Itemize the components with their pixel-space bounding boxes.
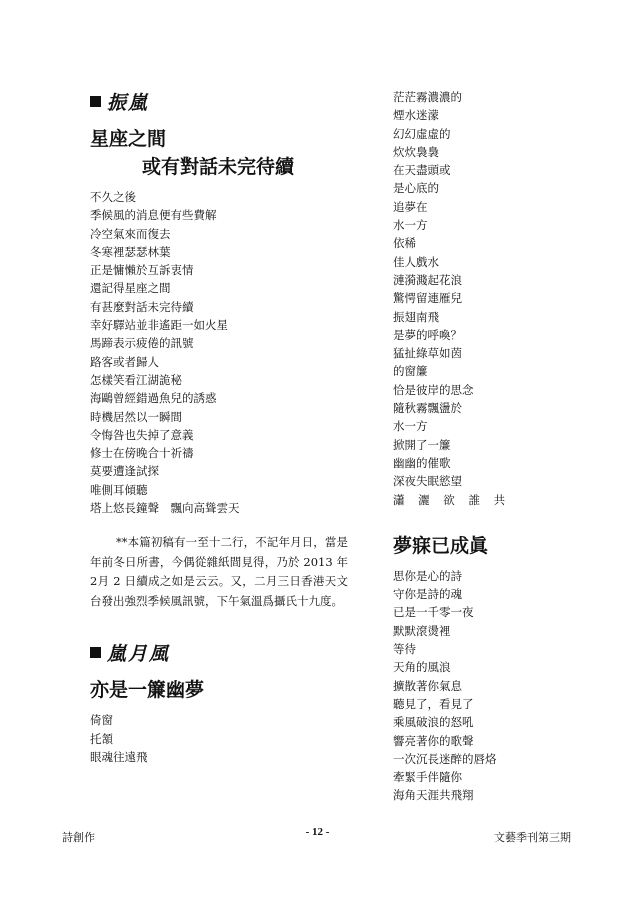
poem-line: 怎樣笑看江湖詭秘	[90, 372, 182, 387]
poem-line: 幻幻虛虛的	[393, 126, 451, 141]
poem-line: 不久之後	[90, 190, 136, 204]
poem-line: 響亮著你的歌聲	[393, 733, 474, 748]
right-column	[393, 88, 583, 805]
poem-line: 默默滾燙裡	[393, 623, 451, 638]
poem-line: 恰是彼岸的思念	[393, 382, 474, 397]
poem-line: 馬蹄表示疲倦的訊號	[90, 336, 194, 351]
poem-line: 佳人戲水	[393, 254, 439, 269]
poem-line: 是心底的	[393, 181, 439, 196]
poem-line: 已是一千零一夜	[393, 605, 474, 620]
bullet-square-icon	[90, 647, 101, 658]
poem-body	[90, 188, 348, 517]
poem-line: 眼魂往遠飛	[90, 749, 148, 764]
poem-line: 依稀	[393, 236, 416, 251]
poem-line: 驚愕留連雁兒	[393, 291, 462, 306]
footer-publication-title: 文藝季刊第三期	[494, 831, 571, 844]
poem-line: 瀟 灑 欲 誰 共	[393, 492, 511, 507]
poem-line: 還記得星座之間	[90, 281, 171, 296]
poem-line: 時機居然以一瞬間	[90, 409, 182, 424]
poem-line: 修士在傍晚合十祈禱	[90, 446, 194, 461]
poem-line: 水一方	[393, 419, 428, 434]
poem-line: 天角的風浪	[393, 660, 451, 675]
poem-last-line-wrap	[393, 491, 583, 509]
poem-line: 令悔咎也失掉了意義	[90, 427, 194, 442]
poem-line: 冷空氣來而復去	[90, 226, 171, 241]
poem-line: 在天盡頭或	[393, 163, 451, 178]
poem-line: 是夢的呼喚？	[393, 327, 462, 342]
poem-line: 倚窗	[90, 713, 113, 728]
poem-subtitle: 或有對話未完待續	[142, 156, 295, 178]
poem-body-continued	[393, 88, 583, 491]
poem-line: 一次沉長迷醉的唇烙	[393, 751, 497, 766]
poem-title: 亦是一簾幽夢	[90, 679, 205, 702]
poem-line: 正是慵懶於互訴衷情	[90, 263, 194, 278]
section-header-2	[90, 639, 348, 665]
section-author-name: 振嵐	[107, 91, 150, 114]
bullet-square-icon	[90, 96, 101, 107]
poem-line: 振翅南飛	[393, 309, 439, 324]
poem-line: 掀開了一簾	[393, 437, 451, 452]
poem-line: 季候風的消息便有些費解	[90, 208, 217, 223]
author-note: **本篇初稿有一至十二行，不記年月日，當是年前冬日所書，今偶從雜紙間見得，乃於 2013 年2月 2 日續成之如是云云。又，二月三日香港天文台發出強烈季候風訊號，下午氣溫爲攝氏十九度。	[90, 535, 348, 608]
poem-line: 水一方	[393, 218, 428, 233]
poem-line: 海角天涯共飛翔	[393, 788, 474, 803]
poem-line: 猛扯綠草如茵	[393, 346, 462, 361]
poem-line: 牽緊手伴隨你	[393, 770, 462, 785]
poem-line: 的窗簾	[393, 364, 428, 379]
page-number: - 12 -	[305, 826, 330, 838]
left-column	[90, 88, 348, 766]
poem-title: 星座之間	[90, 128, 167, 150]
section-header-1	[90, 88, 348, 114]
poem-body	[393, 567, 583, 805]
poem-body	[90, 711, 348, 766]
poem-line: 幸好驛站並非遙距一如火星	[90, 318, 228, 333]
poem-line: 聽見了，看見了	[393, 696, 474, 711]
poem-line: 煙水迷濛	[393, 108, 439, 123]
poem-line: 炊炊裊裊	[393, 144, 439, 159]
poem-title: 夢寐已成眞	[393, 534, 489, 557]
poem-line: 有甚麼對話未完待續	[90, 299, 194, 314]
poem-line: 擴散著你氣息	[393, 678, 462, 693]
poem-line: 塔上悠長鐘聲 飄向高聳雲天	[90, 501, 240, 516]
poem-line: 茫茫霧濃濃的	[393, 90, 462, 104]
poem-line: 追夢在	[393, 199, 428, 214]
footer-section-label: 詩創作	[62, 831, 95, 844]
poem-line: 幽幽的催歌	[393, 455, 451, 470]
poem-line: 守你是詩的魂	[393, 587, 462, 602]
poem-line: 莫要遭逢試探	[90, 464, 159, 479]
poem-line: 冬寒裡瑟瑟林葉	[90, 244, 171, 259]
poem-line: 路客或者歸人	[90, 354, 159, 369]
poem-line: 托頷	[90, 731, 113, 746]
poem-line: 乘風破浪的怒吼	[393, 715, 474, 730]
poem-line: 漣漪濺起花浪	[393, 272, 462, 287]
poem-line: 等待	[393, 642, 416, 657]
poem-line: 深夜失眠慾望	[393, 474, 462, 489]
poem-line: 隨秋霧飄盪於	[393, 401, 462, 416]
section-author-name: 嵐月風	[107, 642, 171, 665]
poem-line: 唯側耳傾聽	[90, 482, 148, 497]
poem-line: 思你是心的詩	[393, 568, 462, 583]
poem-line: 海鷗曾經錯過魚兒的誘惑	[90, 391, 217, 406]
